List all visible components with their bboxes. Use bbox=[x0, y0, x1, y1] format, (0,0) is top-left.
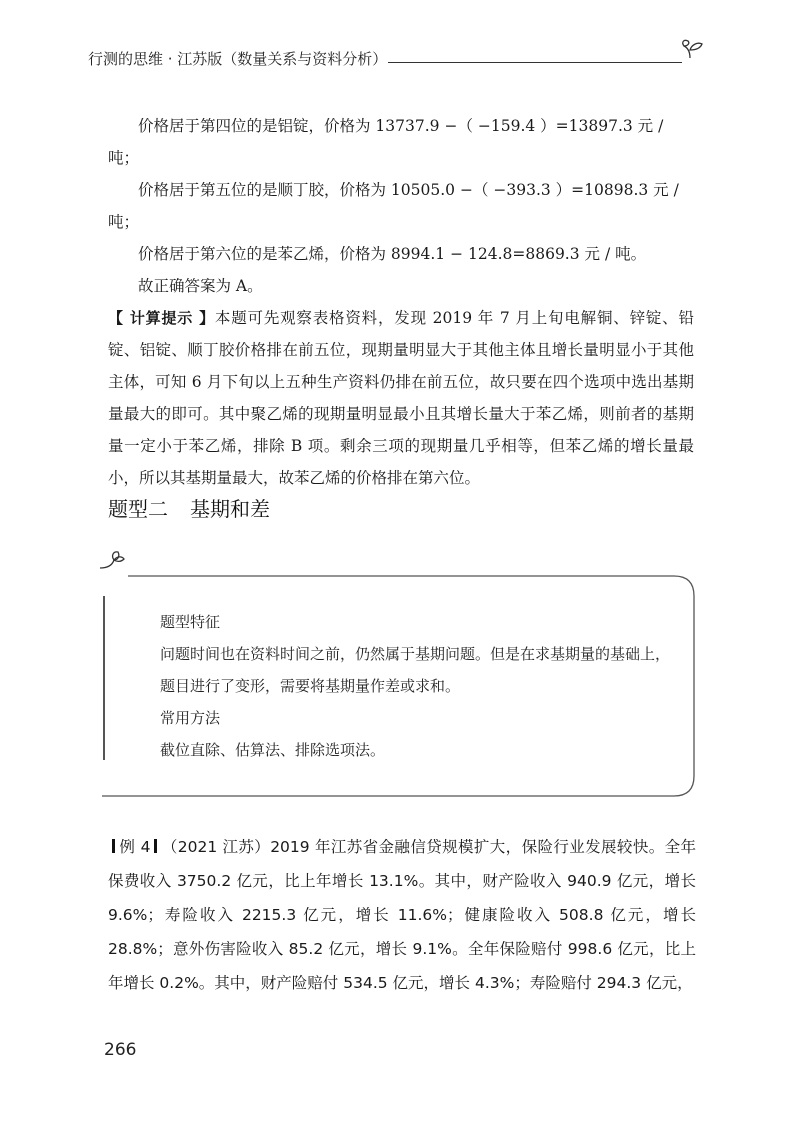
feature-title: 题型特征 bbox=[160, 613, 221, 631]
feature-text: 问题时间也在资料时间之前，仍然属于基期问题。但是在求基期量的基础上，题目进行了变形，需要将基期量作差或求和。 bbox=[160, 645, 671, 695]
sprout-icon bbox=[680, 36, 706, 60]
method-text: 截位直除、估算法、排除选项法。 bbox=[160, 741, 386, 759]
example-block bbox=[108, 830, 696, 1000]
example-text: （2021 江苏）2019 年江苏省金融信贷规模扩大，保险行业发展较快。全年保费收入 3750.2 亿元，比上年增长 13.1%。其中，财产险收入 940.9 亿元，增长 9.6%；寿险收入 2215.3 亿元，增长 11.6%；健康险收入 508.8 亿元，增长 28.8%；意外伤害险收入 85.2 亿元，增长 9.1%。全年保险赔付 998.6 亿元，比上年增长 0.2%。其中，财产险赔付 534.5 亿元，增长 4.3%；寿险赔付 294.3 亿元， bbox=[108, 838, 696, 992]
section-title bbox=[108, 493, 270, 522]
solution-answer: 故正确答案为 A。 bbox=[138, 277, 263, 295]
example-mark-right bbox=[154, 839, 157, 853]
header-title: 行测的思维 · 江苏版（数量关系与资料分析） bbox=[88, 50, 388, 68]
section-label: 题型二 bbox=[108, 497, 168, 521]
example-mark-left bbox=[112, 839, 115, 853]
hint-text: 本题可先观察表格资料，发现 2019 年 7 月上旬电解铜、锌锭、铅锭、铝锭、顺丁胶价格排在前五位，现期量明显大于其他主体且增长量明显小于其他主体，可知 6 月下旬以上五种生产资料仍排在前五位，故只要在四个选项中选出基期量最大的即可。其中聚乙烯的现期量明显最小且其增长量大于苯乙烯，则前者的基期量一定小于苯乙烯，排除 B 项。剩余三项的现期量几乎相等，但苯乙烯的增长量最小，所以其基期量最大，故苯乙烯的价格排在第六位。 bbox=[108, 309, 694, 487]
solution-block bbox=[108, 110, 694, 494]
solution-line-3: 价格居于第六位的是苯乙烯，价格为 8994.1 − 124.8=8869.3 元 / 吨。 bbox=[138, 245, 647, 263]
example-label: 例 4 bbox=[119, 838, 151, 856]
header-rule bbox=[388, 62, 682, 63]
solution-line-2: 价格居于第五位的是顺丁胶，价格为 10505.0 −（ −393.3 ）=10898.3 元 / 吨； bbox=[108, 181, 679, 231]
calculation-hint bbox=[108, 302, 694, 494]
page-number: 266 bbox=[104, 1040, 137, 1060]
method-title: 常用方法 bbox=[160, 709, 221, 727]
solution-line-1: 价格居于第四位的是铝锭，价格为 13737.9 −（ −159.4 ）=13897.3 元 / 吨； bbox=[108, 117, 664, 167]
running-header bbox=[88, 46, 708, 74]
feature-box bbox=[160, 606, 680, 766]
hint-label: 【 计算提示 】 bbox=[108, 309, 215, 327]
section-name: 基期和差 bbox=[190, 497, 270, 521]
